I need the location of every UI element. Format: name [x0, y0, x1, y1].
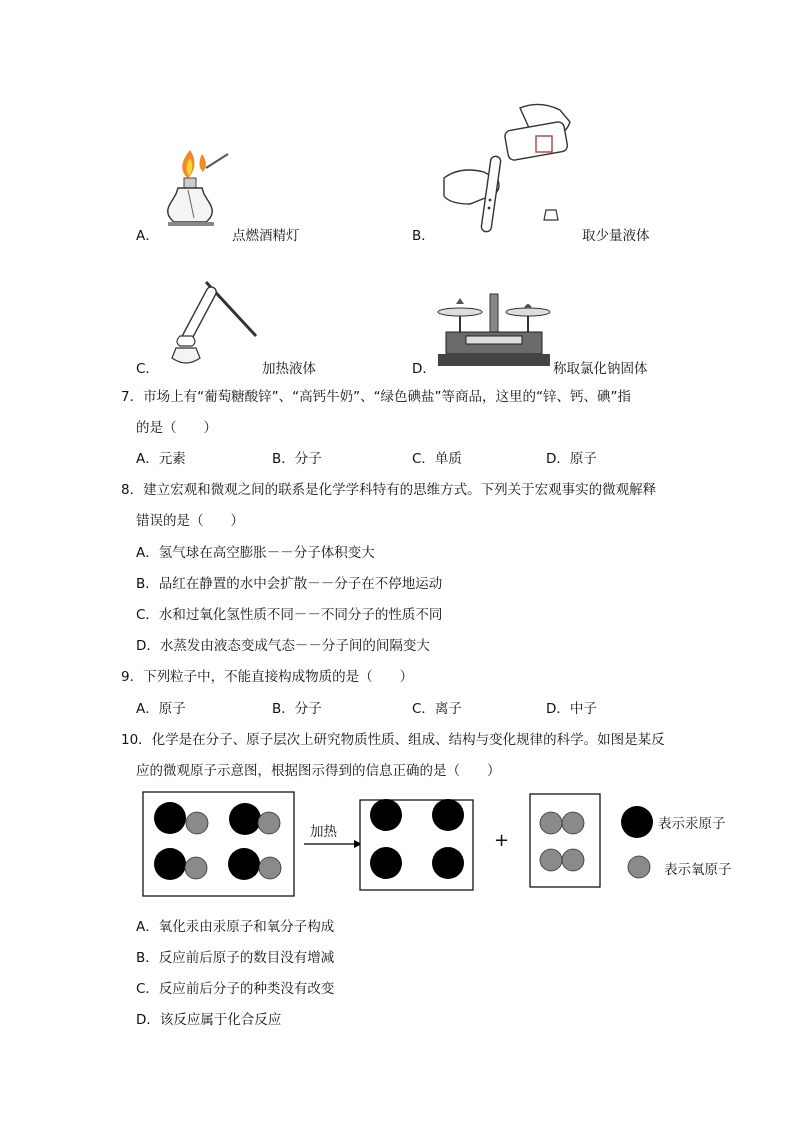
- q7-option-d: D．原子: [546, 451, 597, 467]
- q10-option-a: A．氧化汞由汞原子和氧分子构成: [136, 919, 335, 935]
- mercury-atom: [154, 848, 186, 880]
- q9-option-d: D．中子: [546, 701, 597, 717]
- mercury-atom: [370, 847, 402, 879]
- q10-option-d: D．该反应属于化合反应: [136, 1012, 282, 1028]
- oxygen-atom: [540, 812, 562, 834]
- q7-stem-line2: 的是（ ）: [136, 420, 217, 436]
- q9-stem: 9．下列粒子中，不能直接构成物质的是（ ）: [121, 669, 414, 685]
- legend-mercury-atom: [621, 806, 653, 838]
- oxygen-atom: [540, 849, 562, 871]
- oxygen-atom: [258, 812, 280, 834]
- arrow-label: 加热: [310, 824, 337, 840]
- alcohol-lamp-lighting-image: [150, 148, 230, 240]
- mercury-atom: [432, 847, 464, 879]
- oxygen-atom: [186, 812, 208, 834]
- oxygen-atom: [562, 849, 584, 871]
- mercury-atom: [432, 799, 464, 831]
- legend-oxygen-atom: [628, 856, 650, 878]
- q9-option-a: A．原子: [136, 701, 186, 717]
- mercury-atom: [228, 848, 260, 880]
- q6-option-d-letter: D．: [412, 361, 436, 377]
- legend-mercury-label: 表示汞原子: [658, 816, 726, 832]
- q7-stem-line1: 7．市场上有“葡萄糖酸锌”、“高钙牛奶”、“绿色碘盐”等商品，这里的“锌、钙、碘”指: [121, 389, 632, 405]
- q8-option-d: D．水蒸发由液态变成气态－－分子间的间隔变大: [136, 638, 430, 654]
- q8-stem-line2: 错误的是（ ）: [136, 513, 244, 529]
- q7-option-a: A．元素: [136, 451, 186, 467]
- oxygen-atom: [259, 857, 281, 879]
- q8-stem-line1: 8．建立宏观和微观之间的联系是化学学科特有的思维方式。下列关于宏观事实的微观解释: [121, 482, 657, 498]
- q7-option-b: B．分子: [272, 451, 322, 467]
- oxygen-atom: [562, 812, 584, 834]
- q10-stem-line2: 应的微观原子示意图，根据图示得到的信息正确的是（ ）: [136, 763, 501, 779]
- q6-option-c-text: 加热液体: [262, 361, 316, 377]
- q6-option-a-text: 点燃酒精灯: [232, 228, 300, 244]
- q10-option-b: B．反应前后原子的数目没有增减: [136, 950, 335, 966]
- q9-option-b: B．分子: [272, 701, 322, 717]
- mercury-atom: [370, 799, 402, 831]
- heat-liquid-image: [166, 278, 262, 370]
- q10-option-c: C．反应前后分子的种类没有改变: [136, 981, 335, 997]
- q6-option-d-text: 称取氯化钠固体: [553, 361, 648, 377]
- q8-option-a: A．氢气球在高空膨胀－－分子体积变大: [136, 545, 375, 561]
- q7-option-c: C．单质: [412, 451, 462, 467]
- product-oxygen-box: [530, 794, 600, 887]
- oxygen-atom: [185, 857, 207, 879]
- q6-option-c-letter: C．: [136, 361, 159, 377]
- legend-oxygen-label: 表示氧原子: [664, 862, 732, 878]
- balance-scale-image: [436, 288, 552, 370]
- pour-liquid-image: [440, 100, 580, 240]
- q8-option-b: B．品红在静置的水中会扩散－－分子在不停地运动: [136, 576, 443, 592]
- q8-option-c: C．水和过氧化氢性质不同－－不同分子的性质不同: [136, 607, 443, 623]
- q6-option-a-letter: A．: [136, 228, 159, 244]
- reaction-diagram: [140, 788, 750, 900]
- plus-sign: +: [494, 830, 510, 851]
- mercury-atom: [229, 803, 261, 835]
- q9-option-c: C．离子: [412, 701, 462, 717]
- mercury-atom: [154, 802, 186, 834]
- q6-option-b-letter: B．: [412, 228, 435, 244]
- q6-option-b-text: 取少量液体: [582, 228, 650, 244]
- q10-stem-line1: 10．化学是在分子、原子层次上研究物质性质、组成、结构与变化规律的科学。如图是某反: [121, 732, 665, 748]
